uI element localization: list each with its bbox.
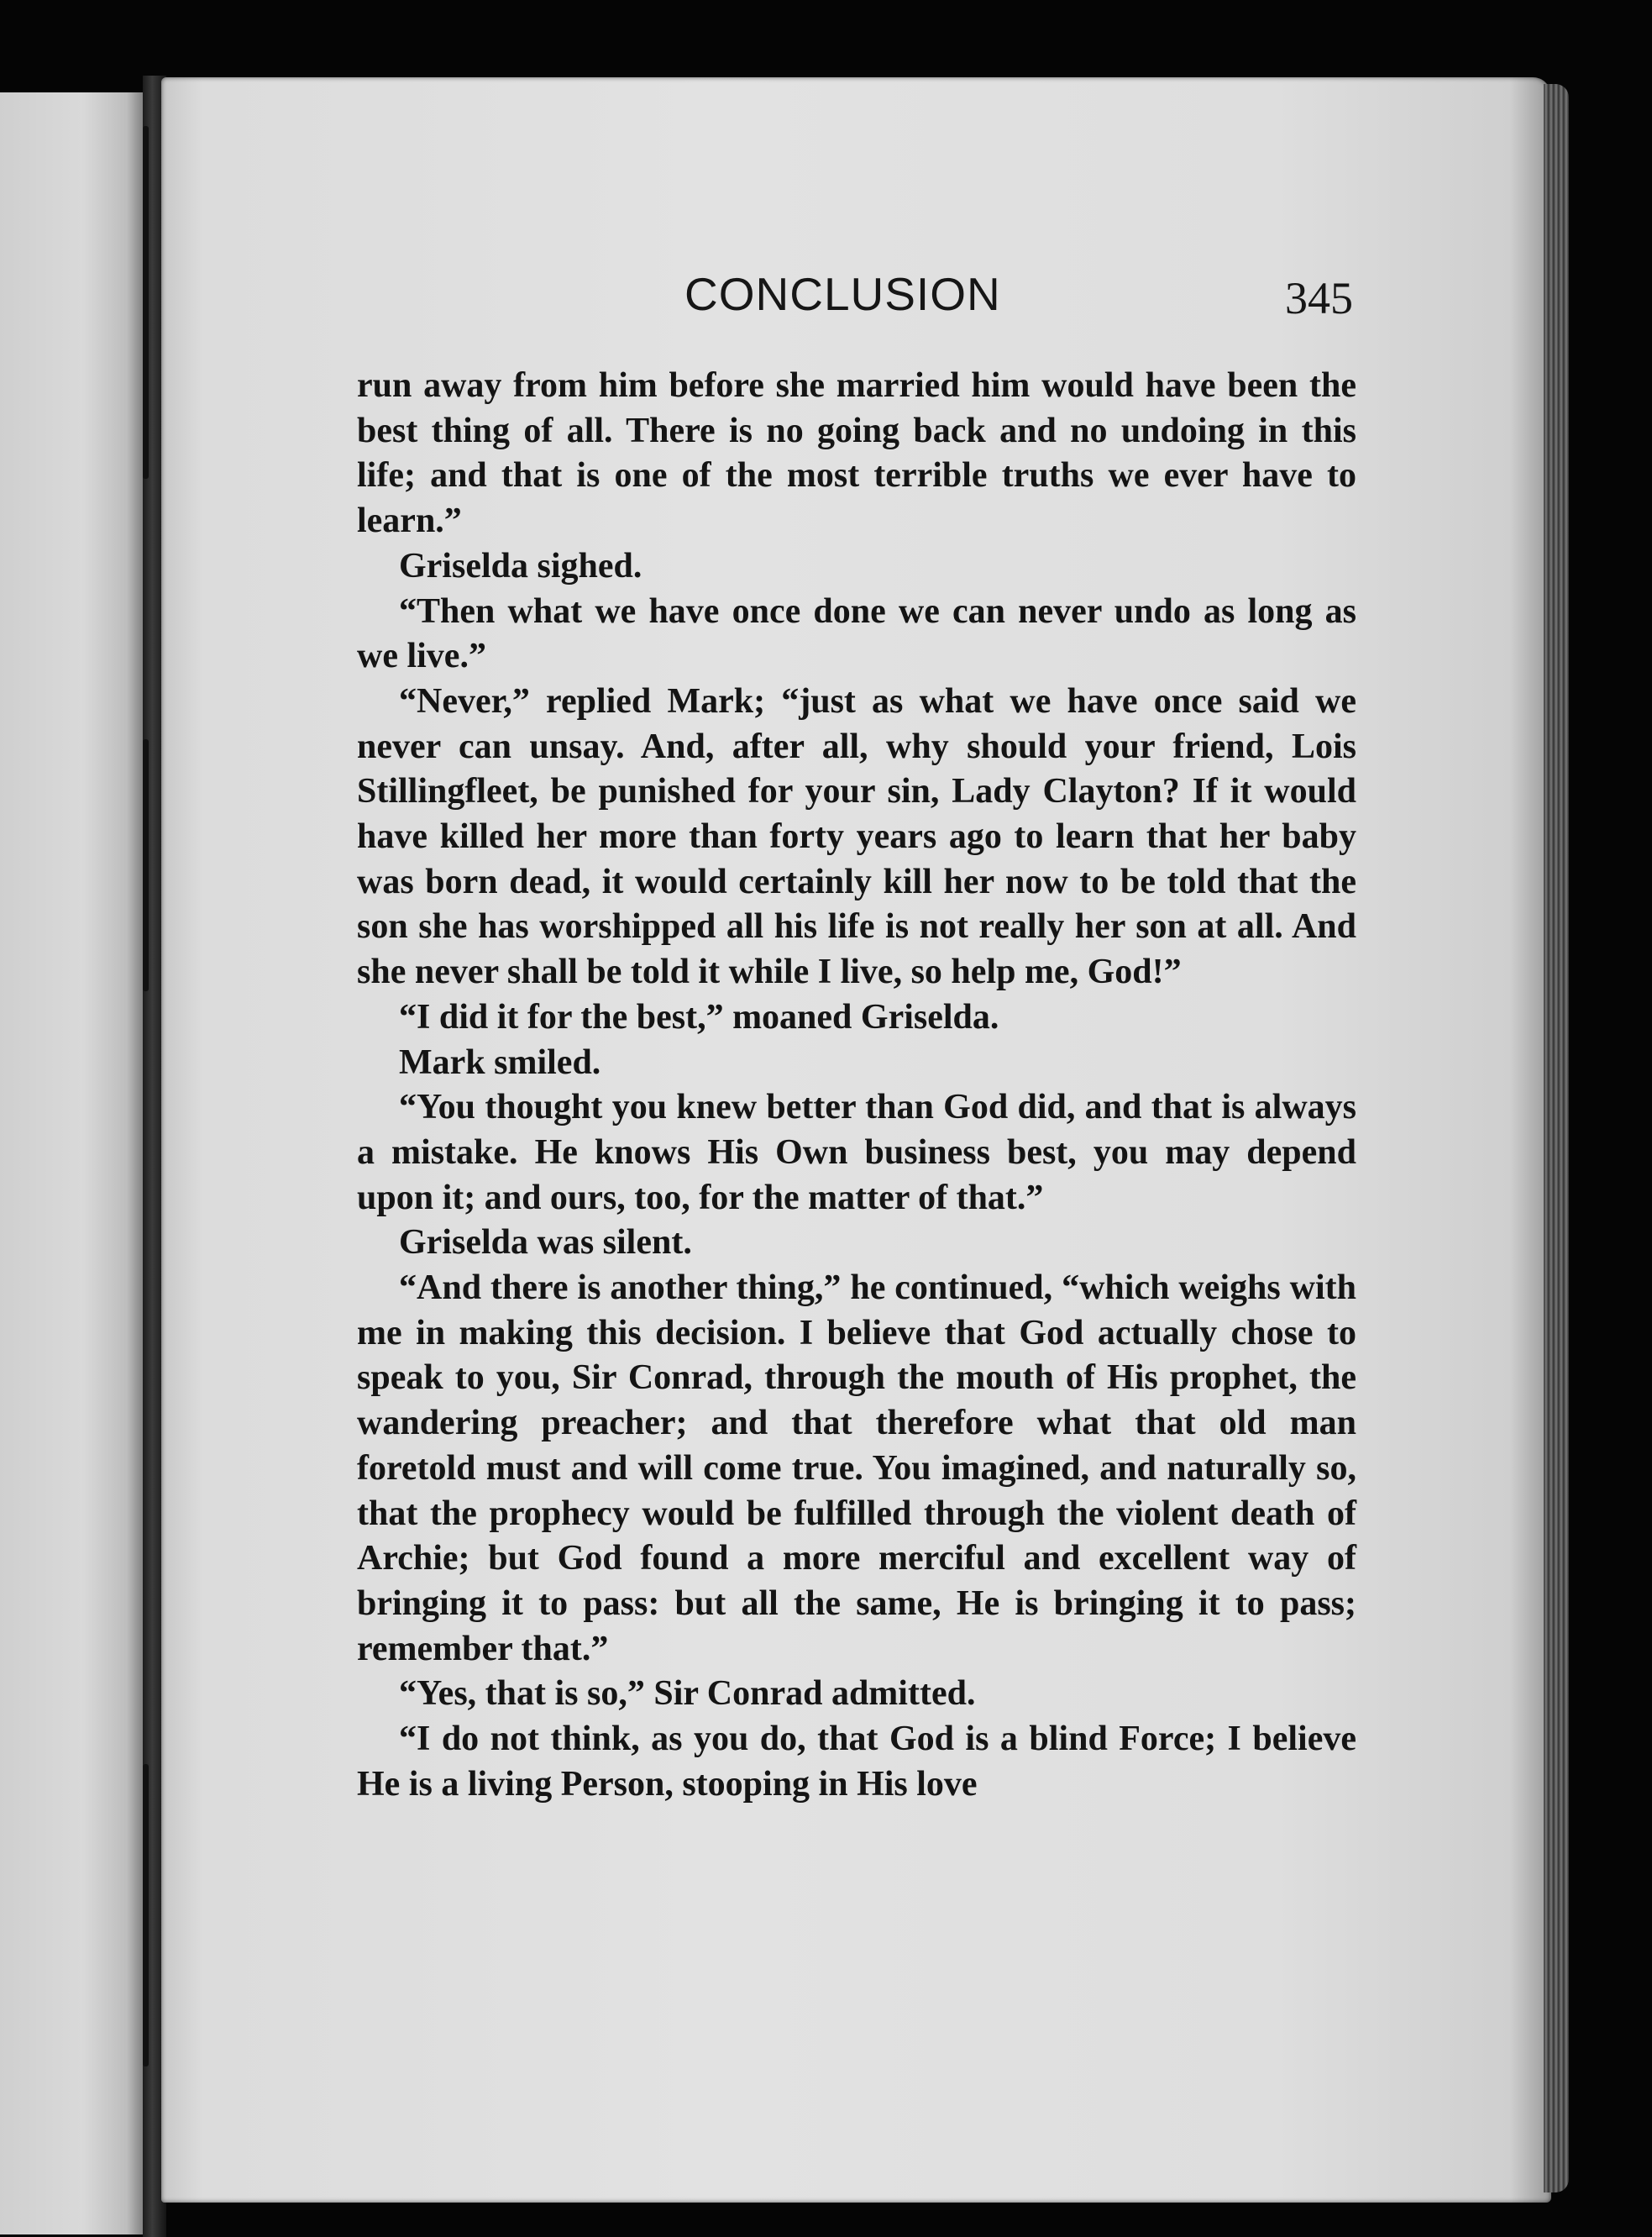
binding-stitch [143, 1764, 149, 2066]
paragraph: “Then what we have once done we can never undo as long as we live.” [357, 591, 1356, 676]
body-text [357, 364, 1356, 1808]
paragraph: Mark smiled. [399, 1042, 601, 1082]
paragraph: “Yes, that is so,” Sir Conrad admitted. [399, 1674, 976, 1714]
paragraph: “I do not think, as you do, that God is a blind Force; I believe He is a living Person, stooping in His love [357, 1720, 1356, 1804]
binding-stitch [143, 739, 149, 991]
binding-stitch [143, 126, 149, 479]
paragraph: “You thought you knew better than God did, and that is always a mistake. He knows His Own business best, you may depend upon it; and ours, too, for the matter of that.” [357, 1088, 1356, 1217]
paragraph: “Never,” replied Mark; “just as what we have once said we never can unsay. And, after all, why should your friend, Lois Stillingfleet, be punished for your sin, Lady Clayton? If it would have killed her more than forty years ago to learn that her baby was born dead, it would certainly kill her now to be told that the son she has worshipped all his life is not really her son at all. And she never shall be told it while I live, so help me, God!” [357, 681, 1356, 992]
page-stack-edge [1544, 84, 1569, 2192]
paragraph: “And there is another thing,” he continued, “which weighs with me in making this decision. I believe that God actually chose to speak to you, Sir Conrad, through the mouth of His prophet, the wandering preacher; and that therefore what that old man foretold must and will come true. You imagined, and naturally so, that the prophecy would be fulfilled through the violent death of Archie; but God found a more merciful and excellent way of bringing it to pass: but all the same, He is bringing it to pass; remember that.” [357, 1268, 1356, 1668]
facing-page-edge [0, 92, 149, 2234]
paragraph: Griselda sighed. [399, 546, 642, 586]
paragraph: “I did it for the best,” moaned Griselda. [399, 997, 999, 1037]
running-head: CONCLUSION [684, 268, 1001, 320]
page-header [357, 267, 1356, 326]
page-number: 345 [1285, 273, 1353, 323]
paragraph: run away from him before she married him would have been the best thing of all. There is no going back and no undoing in this life; and that is one of the most terrible truths we ever have to learn.” [357, 366, 1356, 541]
paragraph: Griselda was silent. [399, 1223, 692, 1263]
